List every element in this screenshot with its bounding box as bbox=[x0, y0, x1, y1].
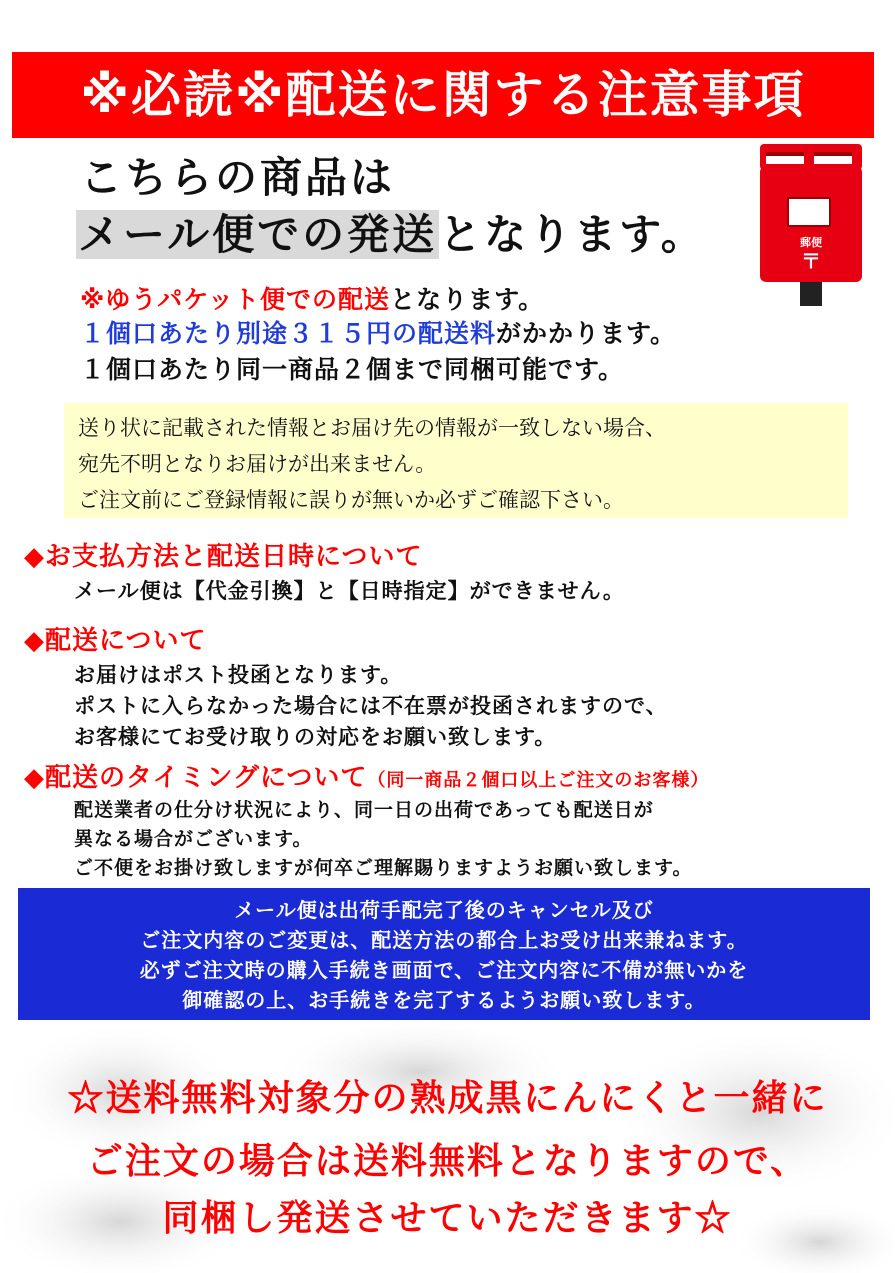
fee-blue: １個口あたり別途３１５円の配送料 bbox=[80, 319, 497, 348]
postbox-label: 郵便 bbox=[800, 236, 822, 249]
intro-line-2-rest: となります。 bbox=[439, 210, 706, 259]
intro-highlight: メール便での発送 bbox=[78, 210, 438, 259]
intro-line-2 bbox=[76, 202, 706, 262]
timing-heading-main: ◆配送のタイミングについて bbox=[24, 763, 368, 793]
fee-rest: がかかります。 bbox=[496, 319, 677, 348]
delivery-heading: ◆配送について bbox=[24, 626, 207, 656]
timing-body-1: 配送業者の仕分け状況により、同一日の出荷であっても配送日が bbox=[74, 799, 654, 821]
yuupacket-line bbox=[80, 280, 544, 316]
payment-heading: ◆お支払方法と配送日時について bbox=[24, 542, 423, 572]
cancel-line-1: メール便は出荷手配完了後のキャンセル及び bbox=[234, 898, 654, 922]
cancel-line-4: 御確認の上、お手続きを完了するようお願い致します。 bbox=[182, 988, 706, 1012]
delivery-body-2: ポストに入らなかった場合には不在票が投函されますので、 bbox=[74, 694, 668, 718]
promo-line-2: ご注文の場合は送料無料となりますので、 bbox=[86, 1140, 809, 1182]
same-item-line: １個口あたり同一商品２個まで同梱可能です。 bbox=[80, 355, 625, 384]
timing-body-3: ご不便をお掛け致しますが何卒ご理解賜りますようお願い致します。 bbox=[74, 857, 693, 879]
yuupacket-red: ※ゆうパケット便での配送 bbox=[80, 285, 391, 314]
promo-line-3: 同梱し発送させていただきます☆ bbox=[162, 1197, 733, 1239]
notice-line-2: 宛先不明となりお届けが出来ません。 bbox=[78, 452, 437, 476]
fee-line bbox=[80, 314, 676, 350]
cancel-line-3: 必ずご注文時の購入手続き画面で、ご注文内容に不備が無いかを bbox=[139, 958, 749, 982]
delivery-body-1: お届けはポスト投函となります。 bbox=[74, 663, 403, 687]
timing-heading-sub: （同一商品２個口以上ご注文のお客様） bbox=[367, 770, 710, 791]
notice-line-3: ご注文前にご登録情報に誤りが無いか必ずご確認下さい。 bbox=[78, 488, 624, 512]
postal-mark: 〒 bbox=[801, 249, 821, 273]
payment-body: メール便は【代金引換】と【日時指定】ができません。 bbox=[74, 579, 625, 603]
timing-heading bbox=[24, 757, 709, 794]
intro-line-1: こちらの商品は bbox=[80, 153, 396, 202]
notice-line-1: 送り状に記載された情報とお届け先の情報が一致しない場合、 bbox=[78, 416, 666, 440]
cancel-line-2: ご注文内容のご変更は、配送方法の都合上お受け出来兼ねます。 bbox=[140, 928, 748, 952]
promo-line-1: ☆送料無料対象分の熟成黒にんにくと一緒に bbox=[67, 1077, 828, 1119]
banner-title: ※必読※配送に関する注意事項 bbox=[80, 66, 806, 124]
timing-body-2: 異なる場合がございます。 bbox=[74, 828, 313, 850]
delivery-body-3: お客様にてお受け取りの対応をお願い致します。 bbox=[74, 725, 557, 749]
yuupacket-rest: となります。 bbox=[390, 285, 545, 314]
postbox-icon bbox=[756, 140, 866, 308]
